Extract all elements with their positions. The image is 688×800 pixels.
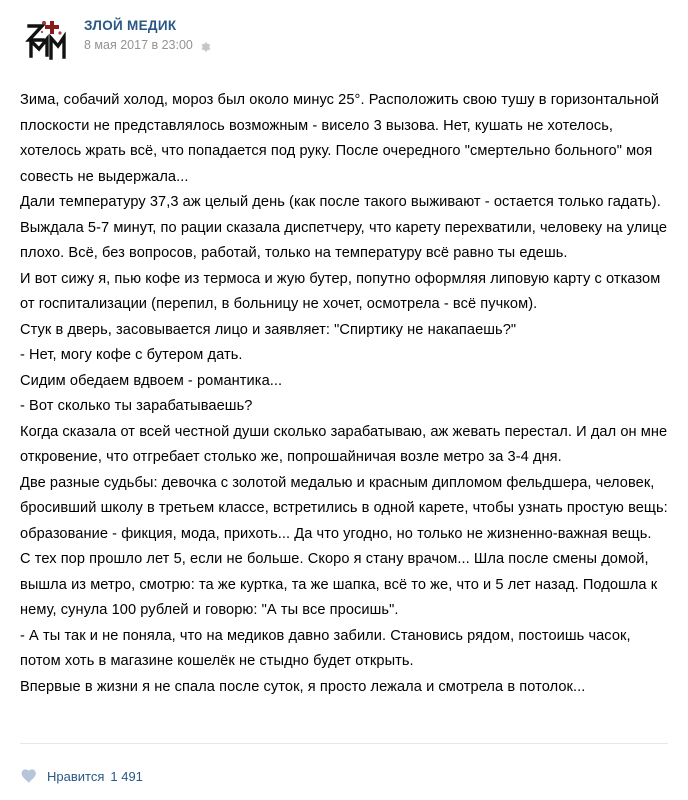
like-button[interactable] <box>20 767 143 786</box>
avatar[interactable] <box>20 16 70 66</box>
gear-icon[interactable] <box>199 40 211 52</box>
post-paragraph: - А ты так и не поняла, что на медиков давно забили. Становись рядом, постоишь часок, потом хоть в магазине кошелёк не стыдно будет открыть. <box>20 627 631 669</box>
post-actions <box>20 767 143 786</box>
post-paragraph: Когда сказала от всей честной души сколько зарабатываю, аж жевать перестал. И дал он мне откровение, что отгребает столько же, попрошайничая возле метро за 3-4 дня. <box>20 423 668 465</box>
post-paragraph: Дали температуру 37,3 аж целый день (как после такого выживают - остается только гадать). Выждала 5-7 минут, по рации сказала диспетчеру, что карету перехватили, человеку на улице плохо. Всё, без вопросов, работай, только на температуру всё равно ты едешь. <box>20 194 668 261</box>
post-paragraph: - Вот сколько ты зарабатываешь? <box>20 398 253 414</box>
post-paragraph: Две разные судьбы: девочка с золотой медалью и красным дипломом фельдшера, человек, бросивший школу в третьем классе, встретились в одной карете, чтобы узнать простую вещь: образование - фикция, мода, прихоть... Да что угодно, но только не жизненно-важная вещь. <box>20 474 668 542</box>
post-text <box>0 64 688 700</box>
post-author-name[interactable]: ЗЛОЙ МЕДИК <box>84 18 177 33</box>
post-paragraph: Сидим обедаем вдвоем - романтика... <box>20 372 283 389</box>
post-header <box>0 0 688 64</box>
footer-divider <box>20 743 668 744</box>
post-paragraph: Стук в дверь, засовывается лицо и заявляет: "Спиртику не накапаешь?" <box>20 321 517 338</box>
heart-icon <box>20 767 39 786</box>
post-paragraph: - Нет, могу кофе с бутером дать. <box>20 347 243 363</box>
avatar-monogram-zm-icon <box>20 16 70 66</box>
like-count: 1 491 <box>110 768 143 784</box>
post-date[interactable]: 8 мая 2017 в 23:00 <box>84 38 193 52</box>
post-meta <box>84 37 211 53</box>
post-header-text <box>84 16 211 53</box>
post-paragraph: Зима, собачий холод, мороз был около минус 25°. Расположить свою тушу в горизонтальной плоскости не представлялось возможным - висело 3 вызова. Нет, кушать не хотелось, хотелось жрать всё, что попадается под руку. После очередного "смертельно больного" моя совесть не выдержала... <box>20 92 659 185</box>
post-paragraph: И вот сижу я, пью кофе из термоса и жую бутер, попутно оформляя липовую карту с отказом от госпитализации (перепил, в больницу не хочет, осмотрела - всё пучком). <box>20 270 661 312</box>
like-label: Нравится <box>47 768 105 784</box>
post-paragraph: С тех пор прошло лет 5, если не больше. Скоро я стану врачом... Шла после смены домой, вышла из метро, смотрю: та же куртка, та же шапка, всё то же, что и 5 лет назад. Подошла к нему, сунула 100 рублей и говорю: "А ты все просишь". <box>20 551 658 618</box>
post-paragraph: Впервые в жизни я не спала после суток, я просто лежала и смотрела в потолок... <box>20 678 586 695</box>
